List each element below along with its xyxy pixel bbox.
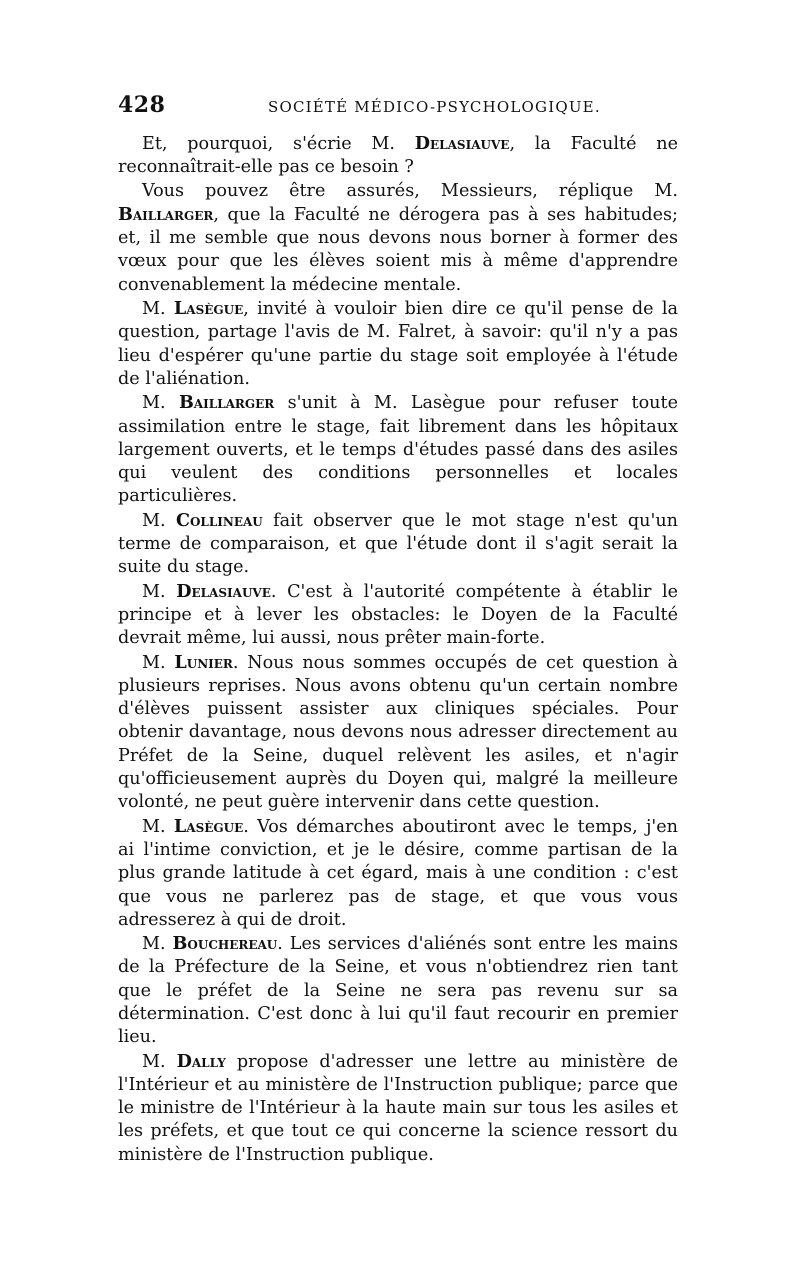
- paragraph: M. Collineau fait observer que le mot stage n'est qu'un terme de comparaison, et que l'étude dont il s'agit serait la suite du stage.: [118, 509, 678, 578]
- speaker-name: Baillarger: [178, 392, 275, 414]
- speaker-name: Collineau: [175, 509, 263, 531]
- speaker-name: Lasègue: [173, 815, 244, 837]
- paragraph: M. Dally propose d'adresser une lettre au ministère de l'Intérieur et au ministère de l'Instruction publique; parce que le ministre de l'Intérieur à la haute main sur tous les asiles et les préfets, et que tout ce qui concerne la science ressort du ministère de l'Instruction publique.: [118, 1050, 678, 1165]
- speaker-name: Baillarger: [118, 203, 214, 225]
- running-title: SOCIÉTÉ MÉDICO-PSYCHOLOGIQUE.: [268, 98, 601, 116]
- speaker-name: Dally: [176, 1050, 226, 1072]
- speaker-name: Delasiauve: [176, 580, 271, 602]
- body-text: [118, 132, 678, 1167]
- paragraph: M. Lasègue. Vos démarches aboutiront avec le temps, j'en ai l'intime conviction, et je le désire, comme partisan de la plus grande latitude à cet égard, mais à une condition : c'est que vous ne parlerez pas de stage, et que vous vous adresserez à qui de droit.: [118, 815, 678, 930]
- paragraph: M. Lunier. Nous nous sommes occupés de cet question à plusieurs reprises. Nous avons obtenu qu'un certain nombre d'élèves puissent assister aux cliniques spéciales. Pour obtenir davantage, nous devons nous adresser directement au Préfet de la Seine, duquel relèvent les asiles, et n'agir qu'officieusement auprès du Doyen qui, malgré la meilleure volonté, ne peut guère intervenir dans cette question.: [118, 651, 678, 813]
- page-header: [118, 92, 678, 126]
- speaker-name: Lunier: [174, 651, 233, 673]
- speaker-name: Bouchereau: [172, 933, 278, 955]
- paragraph: M. Baillarger s'unit à M. Lasègue pour refuser toute assimilation entre le stage, fait librement dans les hôpitaux largement ouverts, et le temps d'études passé dans des asiles qui veulent des conditions personnelles et locales particulières.: [118, 392, 678, 507]
- paragraph: M. Lasègue, invité à vouloir bien dire ce qu'il pense de la question, partage l'avis de M. Falret, à savoir: qu'il n'y a pas lieu d'espérer qu'une partie du stage soit employée à l'étude de l'aliénation.: [118, 298, 678, 389]
- paragraph: Et, pourquoi, s'écrie M. Delasiauve, la Faculté ne reconnaîtrait-elle pas ce besoin ?: [118, 133, 678, 178]
- paragraph: M. Bouchereau. Les services d'aliénés sont entre les mains de la Préfecture de la Seine, et vous n'obtiendrez rien tant que le préfet de la Seine ne sera pas revenu sur sa détermination. C'est donc à lui qu'il faut recourir en premier lieu.: [118, 933, 678, 1048]
- page-number: 428: [118, 92, 166, 118]
- speaker-name: Delasiauve: [414, 133, 510, 154]
- speaker-name: Lasègue: [173, 298, 244, 320]
- paragraph: M. Delasiauve. C'est à l'autorité compétente à établir le principe et à lever les obstacles: le Doyen de la Faculté devrait même, lui aussi, nous prêter main-forte.: [118, 580, 679, 649]
- book-page: [118, 92, 678, 1167]
- paragraph: Vous pouvez être assurés, Messieurs, réplique M. Baillarger, que la Faculté ne dérogera pas à ses habitudes; et, il me semble que nous devons nous borner à former des vœux pour que les élèves soient mis à même d'apprendre convenablement la médecine mentale.: [118, 180, 678, 295]
